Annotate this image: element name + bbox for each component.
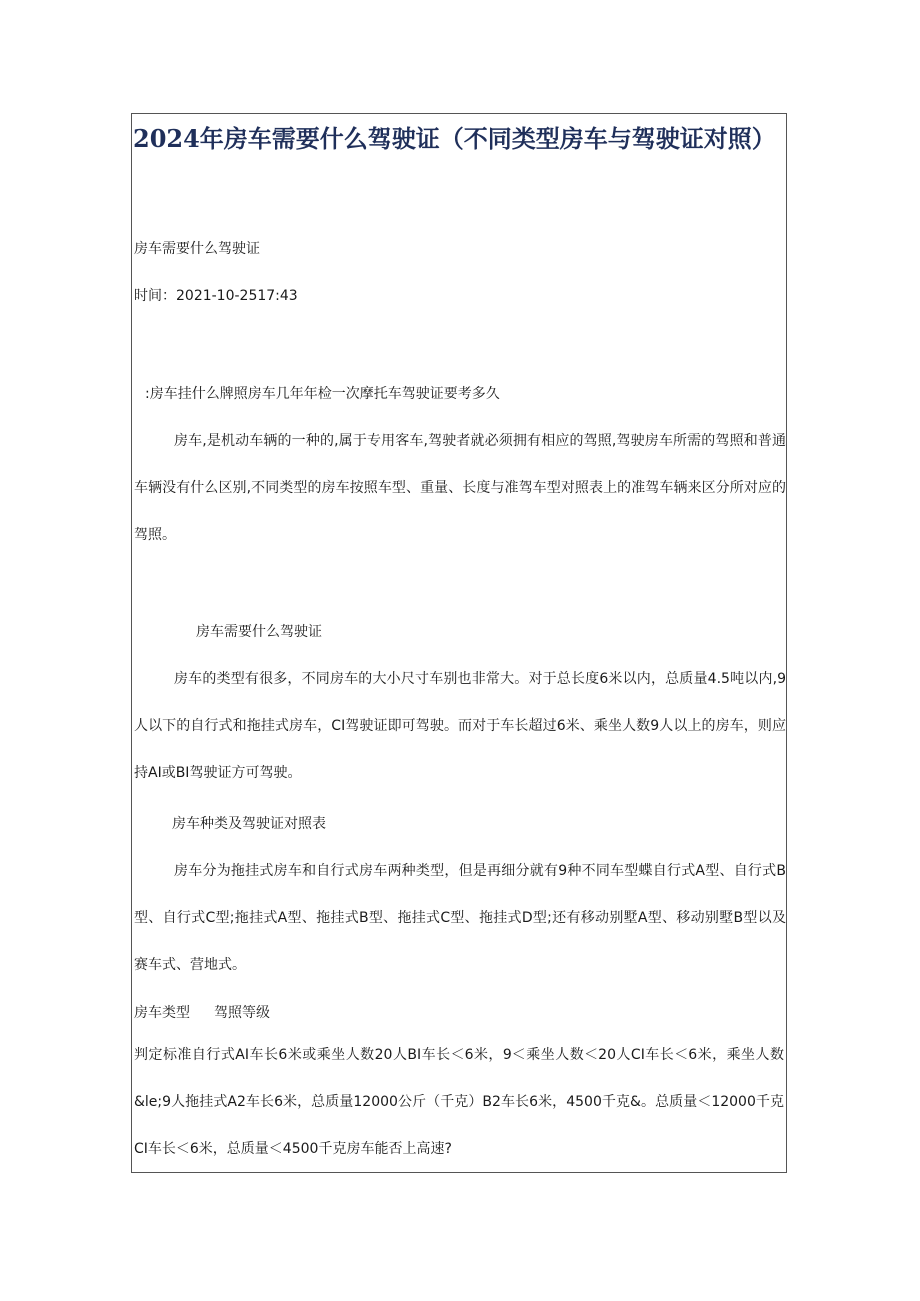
related-links: :房车挂什么牌照房车几年年检一次摩托车驾驶证要考多久 <box>145 386 500 402</box>
subtitle: 房车需要什么驾驶证 <box>134 241 260 257</box>
section1-heading: 房车需要什么驾驶证 <box>196 624 322 640</box>
section2-heading: 房车种类及驾驶证对照表 <box>172 816 326 832</box>
table-text: 判定标准自行式AI车长6米或乘坐人数20人BI车长＜6米，9＜乘坐人数＜20人CI车长＜6米，乘坐人数&le;9人拖挂式A2车长6米，总质量12000公斤（千克）B2车长6米，4500千克&。总质量＜12000千克CI车长＜6米，总质量＜4500千克房车能否上高速? <box>134 1047 784 1157</box>
table-header-license: 驾照等级 <box>214 1005 270 1021</box>
document-title: 2024年房车需要什么驾驶证（不同类型房车与驾驶证对照） <box>133 124 776 153</box>
section2-paragraph: 房车分为拖挂式房车和自行式房车两种类型，但是再细分就有9种不同车型蝶自行式A型、自行式B型、自行式C型;拖挂式A型、拖挂式B型、拖挂式C型、拖挂式D型;还有移动别墅A型、移动别墅B型以及赛车式、营地式。 <box>134 863 786 973</box>
table-header <box>134 1003 270 1023</box>
publish-time: 时间：2021-10-2517:43 <box>134 288 298 304</box>
table-header-type: 房车类型 <box>134 1005 190 1021</box>
intro-paragraph: 房车,是机动车辆的一种的,属于专用客车,驾驶者就必须拥有相应的驾照,驾驶房车所需的驾照和普通车辆没有什么区别,不同类型的房车按照车型、重量、长度与准驾车型对照表上的准驾车辆来区分所对应的驾照。 <box>134 433 786 543</box>
section1-paragraph: 房车的类型有很多，不同房车的大小尺寸车别也非常大。对于总长度6米以内，总质量4.5吨以内,9人以下的自行式和拖挂式房车，CI驾驶证即可驾驶。而对于车长超过6米、乘坐人数9人以上的房车，则应持AI或BI驾驶证方可驾驶。 <box>134 671 786 781</box>
